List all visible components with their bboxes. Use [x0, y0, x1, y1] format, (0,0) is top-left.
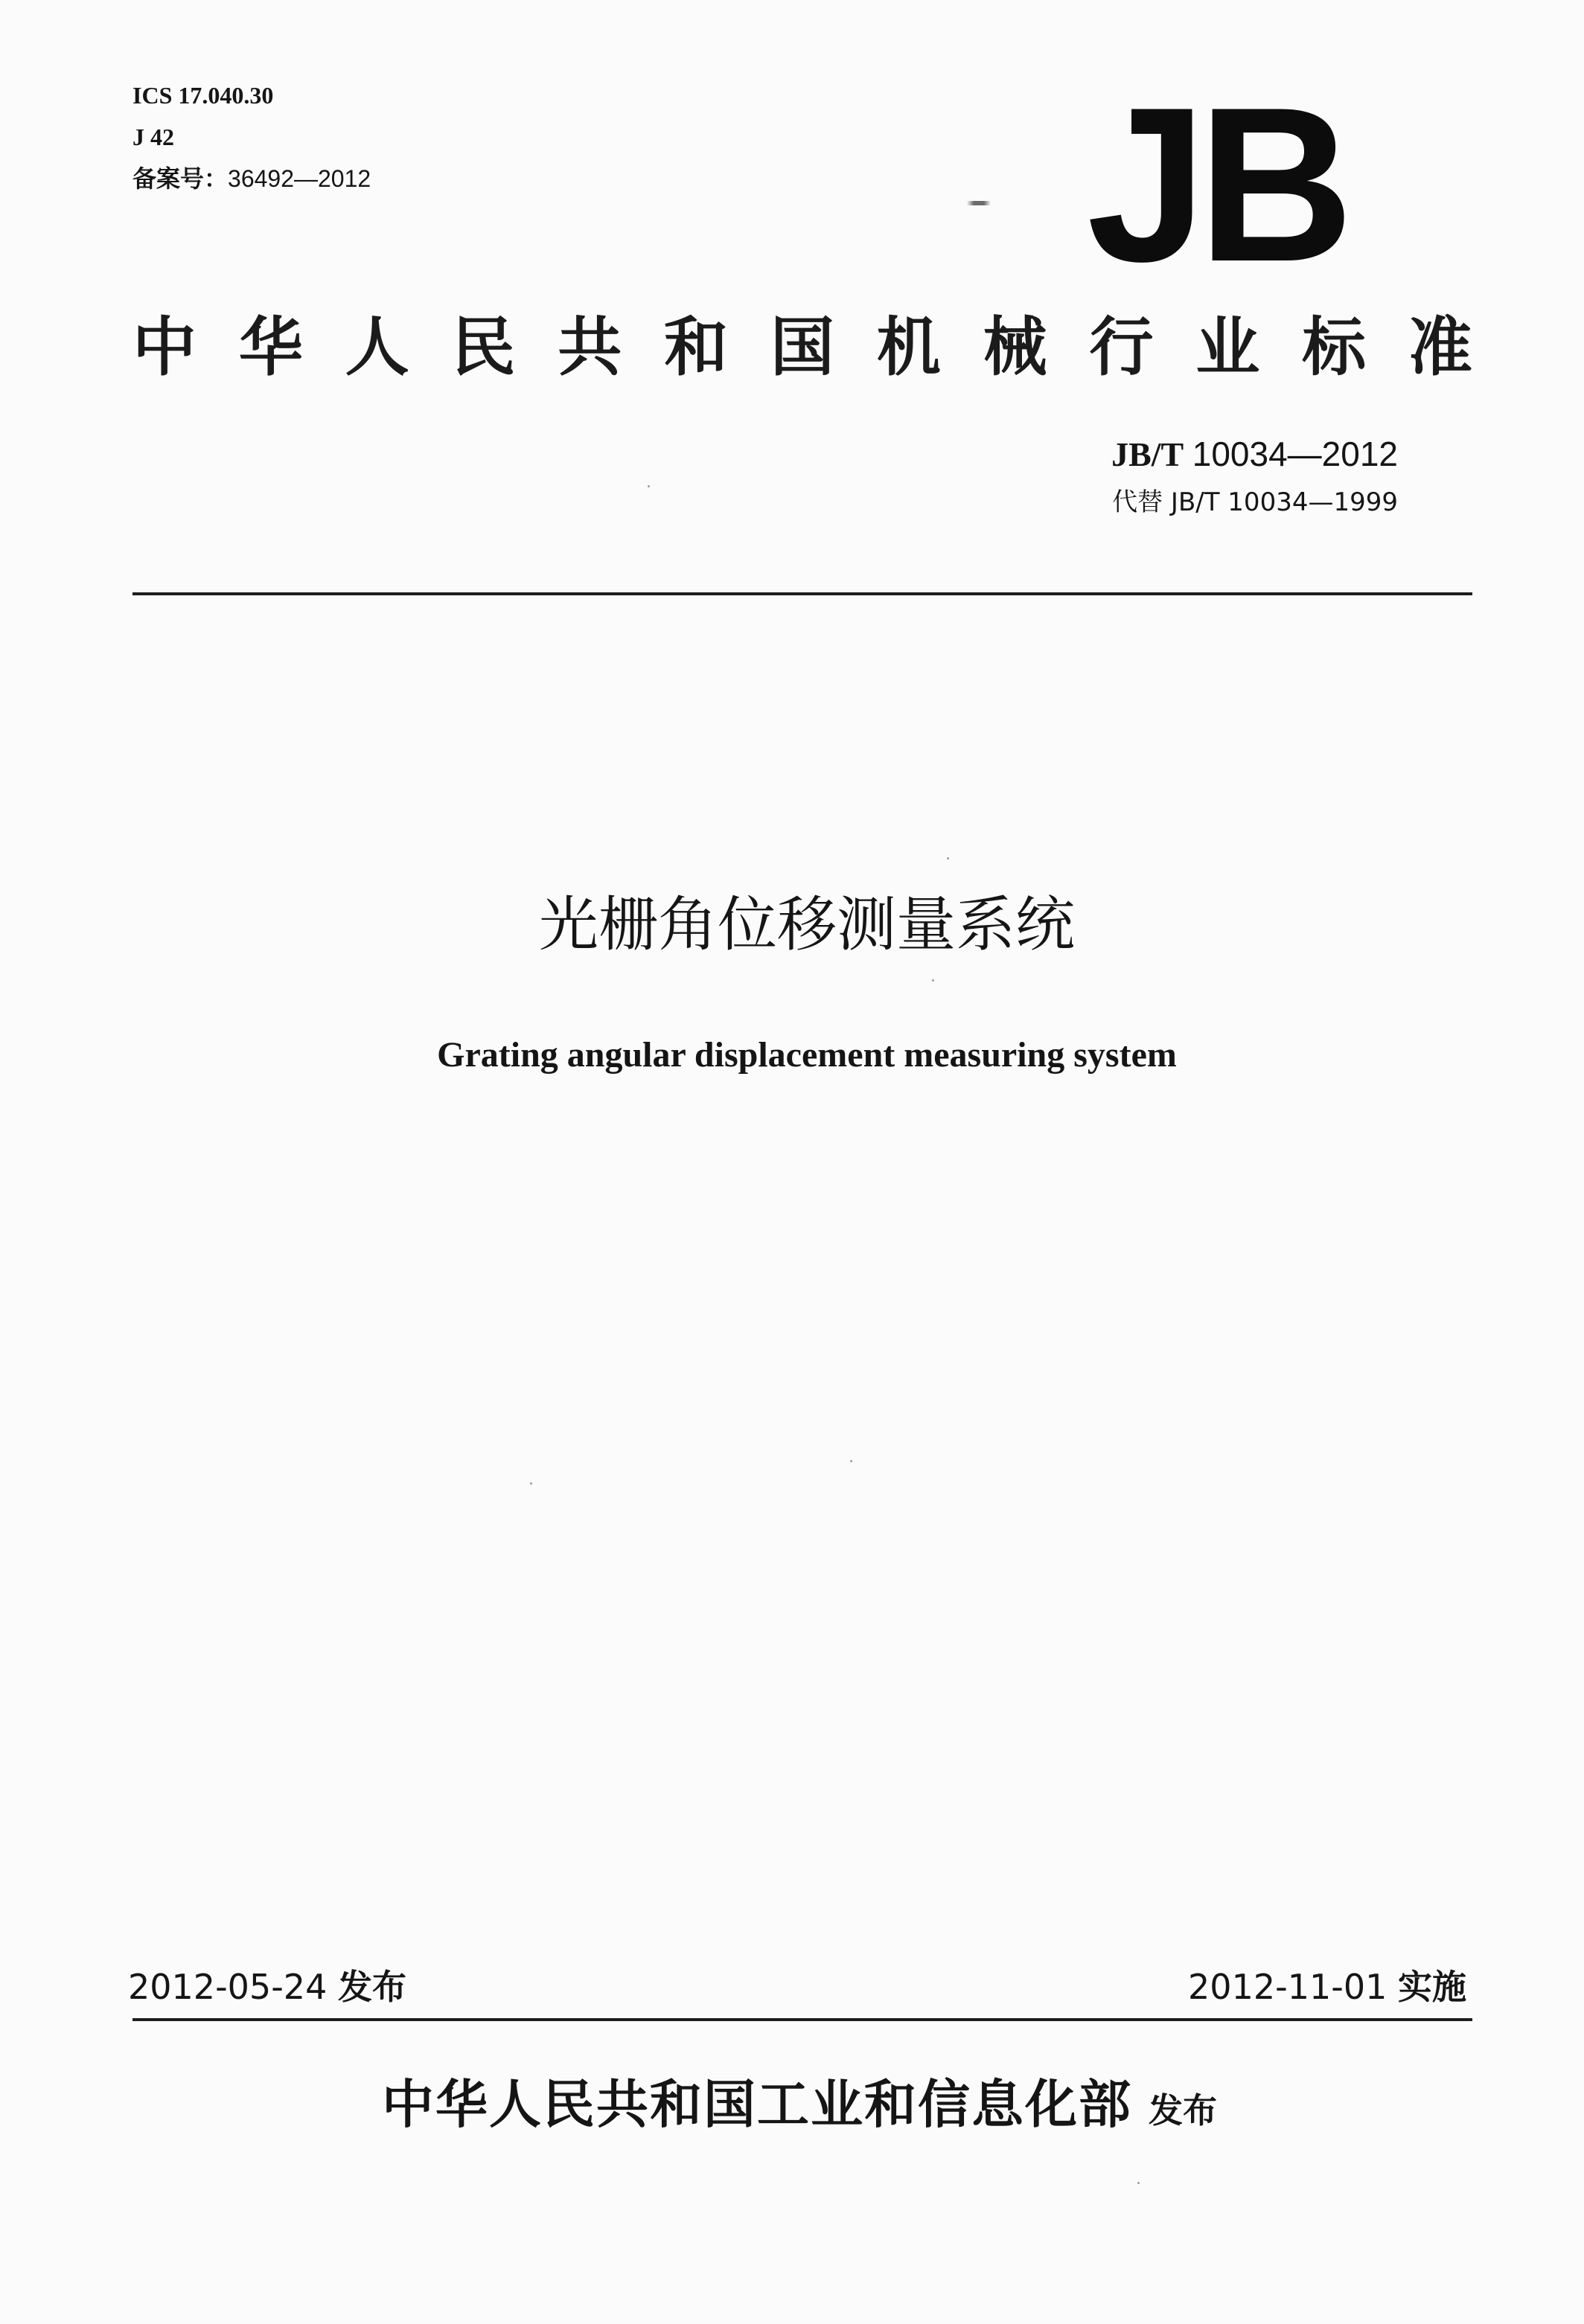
implementation-date-value: 2012-11-01 [1188, 1967, 1387, 2007]
header-char: 业 [1195, 310, 1260, 385]
standard-number-value: 10034—2012 [1192, 435, 1398, 473]
issue-date [128, 1965, 406, 2009]
ics-code: ICS 17.040.30 [132, 82, 274, 109]
standard-category-title [132, 307, 1472, 388]
replaces-standard: 代替 JB/T 10034—1999 [1112, 487, 1398, 517]
header-char: 共 [558, 310, 622, 385]
scan-dot [850, 1460, 852, 1462]
standard-number [1111, 433, 1398, 476]
implementation-label: 实施 [1398, 1967, 1466, 2007]
issuing-authority [0, 2067, 1584, 2148]
header-char: 准 [1408, 310, 1472, 385]
header-char: 人 [345, 310, 409, 385]
classification-block [132, 74, 371, 199]
header-char: 行 [1089, 310, 1154, 385]
bottom-divider [132, 2018, 1472, 2021]
issue-label: 发布 [337, 1967, 406, 2007]
record-number [132, 158, 371, 199]
scan-dot [530, 1482, 532, 1485]
standard-prefix: JB/T [1111, 435, 1184, 473]
header-char: 民 [451, 310, 516, 385]
header-char: 标 [1302, 310, 1367, 385]
scan-speck [962, 201, 996, 205]
ccs-code: J 42 [132, 124, 174, 150]
header-char: 中 [132, 310, 197, 385]
document-title-chinese: 光栅角位移测量系统 [539, 890, 1075, 959]
scan-dot [1137, 2182, 1140, 2184]
record-label: 备案号： [132, 164, 229, 193]
scan-dot [932, 979, 934, 982]
document-title-english: Grating angular displacement measuring system [437, 1035, 1177, 1075]
issuer-name: 中华人民共和国工业和信息化部 [382, 2074, 1132, 2135]
top-divider [132, 592, 1472, 595]
header-char: 华 [238, 310, 303, 385]
issue-date-value: 2012-05-24 [128, 1967, 328, 2007]
jb-logo: JB [1087, 61, 1345, 308]
scan-dot [648, 485, 650, 487]
header-char: 机 [876, 310, 941, 385]
issuer-action: 发布 [1149, 2090, 1217, 2131]
header-char: 和 [664, 310, 729, 385]
scan-dot [947, 857, 949, 860]
record-value: 36492—2012 [228, 165, 371, 192]
header-char: 械 [983, 310, 1047, 385]
implementation-date [1188, 1965, 1466, 2009]
header-char: 国 [770, 310, 834, 385]
